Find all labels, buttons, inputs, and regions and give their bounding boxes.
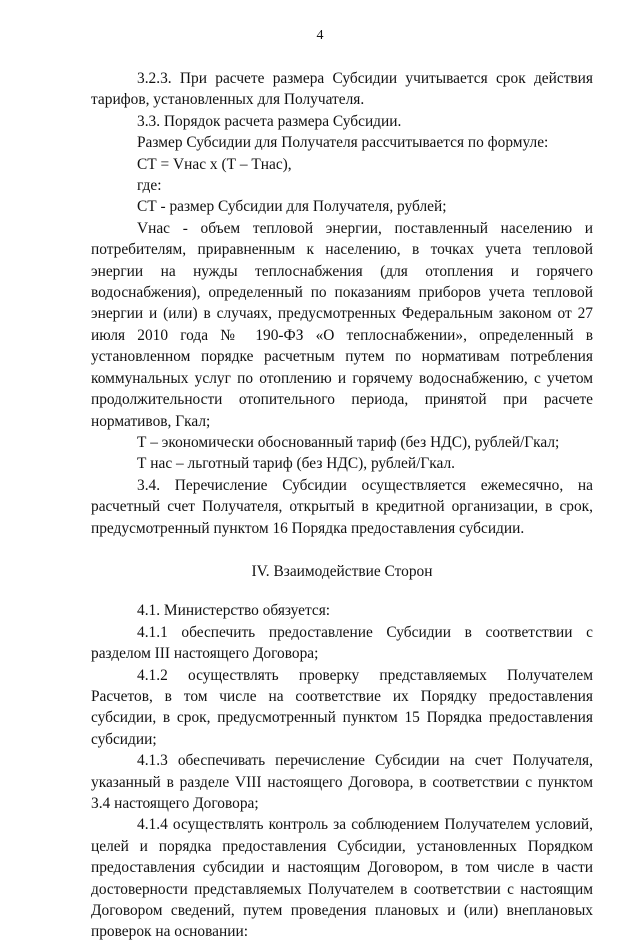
definition-ct: СТ - размер Субсидии для Получателя, рублей; [137,198,447,216]
paragraph-4-1-1: 4.1.1 обеспечить предоставление Субсидии в соответствии с разделом III настоящего Договора; [91,623,593,663]
where-label: где: [137,177,162,195]
document-body [91,68,593,943]
definition-vnas: Vнас - объем тепловой энергии, поставленный населению и потребителям, приравненным к населению, в точках учета тепловой энергии на нужды теплоснабжения (для отопления и горячего водоснабжения), определенный по показаниям приборов учета тепловой энергии и (или) в случаях, предусмотренных Федеральным законом от 27 июля 2010 года № 190-ФЗ «О теплоснабжении», определенный в установленном порядке расчетным путем по нормативам потребления коммунальных услуг по отоплению и горячему водоснабжению, с учетом продолжительности отопительного периода, принятой при расчете нормативов, Гкал; [91,219,593,430]
paragraph-4-1-3: 4.1.3 обеспечивать перечисление Субсидии на счет Получателя, указанный в разделе VIII настоящего Договора, в соответствии с пунктом 3.4 настоящего Договора; [91,752,593,812]
paragraph-4-1: 4.1. Министерство обязуется: [137,602,331,620]
section-heading: IV. Взаимодействие Сторон [251,562,433,580]
definition-tnas: Т нас – льготный тариф (без НДС), рублей/Гкал. [137,455,456,473]
paragraph-3-3: 3.3. Порядок расчета размера Субсидии. [137,112,402,130]
formula: СТ = Vнас x (Т – Тнас), [137,155,292,173]
definition-t: Т – экономически обоснованный тариф (без НДС), рублей/Гкал; [137,433,560,451]
paragraph-4-1-2: 4.1.2 осуществлять проверку представляемых Получателем Расчетов, в том числе на соответствие их Порядку предоставления субсидии, в срок, предусмотренный пунктом 15 Порядка предоставления субсидии; [91,666,593,748]
paragraph-3-4: 3.4. Перечисление Субсидии осуществляется ежемесячно, на расчетный счет Получателя, открытый в кредитной организации, в срок, предусмотренный пунктом 16 Порядка предоставления субсидии. [91,476,593,537]
paragraph-4-1-4: 4.1.4 осуществлять контроль за соблюдением Получателем условий, целей и порядка предоставления Субсидии, установленных Порядком предоставления субсидии и настоящим Договором, в том числе в части достоверности представляемых Получателем в соответствии с настоящим Договором сведений, путем проведения плановых и (или) внеплановых проверок на основании: [91,816,593,941]
formula-intro: Размер Субсидии для Получателя рассчитывается по формуле: [137,134,549,152]
page-number: 4 [316,28,324,43]
paragraph-3-2-3: 3.2.3. При расчете размера Субсидии учитывается срок действия тарифов, установленных для Получателя. [91,70,593,109]
